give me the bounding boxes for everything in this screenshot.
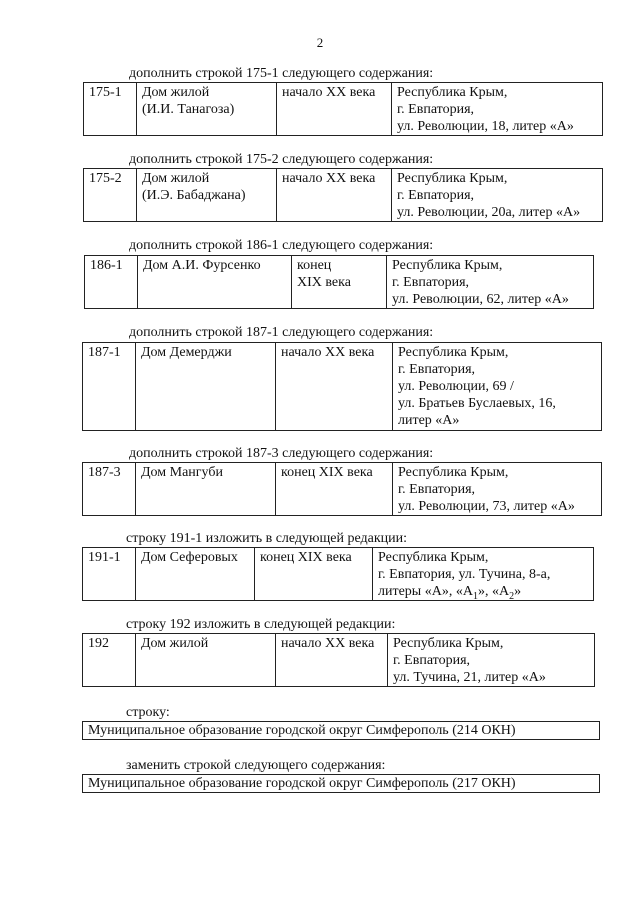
object-date: конец XIX века xyxy=(255,548,373,601)
section-intro: дополнить строкой 175-1 следующего содержания: xyxy=(129,66,434,81)
replace-label: строку: xyxy=(126,705,170,720)
object-name: Дом жилой (И.И. Танагоза) xyxy=(137,83,277,136)
object-address: Республика Крым, г. Евпатория, ул. Революции, 20а, литер «А» xyxy=(392,169,603,222)
table-row xyxy=(83,548,594,601)
registry-table xyxy=(82,462,602,516)
table-row xyxy=(83,343,602,431)
object-name: Дом Демерджи xyxy=(136,343,276,431)
row-number: 187-3 xyxy=(83,463,136,516)
object-date: начало XX века xyxy=(277,83,392,136)
table-row xyxy=(83,463,602,516)
new-entry: Муниципальное образование городской округ Симферополь (217 ОКН) xyxy=(82,774,600,793)
table-row xyxy=(84,83,603,136)
row-number: 186-1 xyxy=(85,256,138,309)
litera-line: литеры «А», «$А_1$», «$А_2$» xyxy=(378,584,522,602)
object-name: Дом жилой xyxy=(136,634,276,687)
row-number: 175-2 xyxy=(84,169,137,222)
table-row xyxy=(84,169,603,222)
object-date: конец XIX века xyxy=(292,256,387,309)
row-number: 191-1 xyxy=(83,548,136,601)
object-address: Республика Крым, г. Евпатория, ул. Революции, 18, литер «А» xyxy=(392,83,603,136)
object-name: Дом Мангуби xyxy=(136,463,276,516)
registry-table xyxy=(84,255,594,309)
object-date: конец XIX века xyxy=(276,463,393,516)
row-number: 192 xyxy=(83,634,136,687)
object-address: Республика Крым, г. Евпатория, ул. Революции, 73, литер «А» xyxy=(393,463,602,516)
registry-table xyxy=(82,547,594,601)
object-date: начало XX века xyxy=(277,169,392,222)
section-intro: дополнить строкой 187-3 следующего содержания: xyxy=(129,446,434,461)
row-number: 175-1 xyxy=(84,83,137,136)
registry-table xyxy=(83,168,603,222)
registry-table xyxy=(82,342,602,431)
table-row xyxy=(85,256,594,309)
table-row xyxy=(83,634,595,687)
object-address: Республика Крым, г. Евпатория, ул. Революции, 62, литер «А» xyxy=(387,256,594,309)
section-intro: строку 192 изложить в следующей редакции: xyxy=(126,617,396,632)
section-intro: дополнить строкой 175-2 следующего содержания: xyxy=(129,152,434,167)
object-address: Республика Крым, г. Евпатория, ул. Тучина, 21, литер «А» xyxy=(388,634,595,687)
object-name: Дом А.И. Фурсенко xyxy=(138,256,292,309)
object-date: начало XX века xyxy=(276,634,388,687)
replace-with-label: заменить строкой следующего содержания: xyxy=(126,758,386,773)
row-number: 187-1 xyxy=(83,343,136,431)
section-intro: дополнить строкой 186-1 следующего содержания: xyxy=(129,238,434,253)
old-entry: Муниципальное образование городской округ Симферополь (214 ОКН) xyxy=(82,721,600,740)
registry-table xyxy=(83,82,603,136)
object-name: Дом жилой (И.Э. Бабаджана) xyxy=(137,169,277,222)
object-name: Дом Сеферовых xyxy=(136,548,255,601)
object-date: начало XX века xyxy=(276,343,393,431)
page-number: 2 xyxy=(316,35,324,50)
object-address: Республика Крым, г. Евпатория, ул. Тучина, 8-а, литеры «А», «$А_1$», «$А_2$» xyxy=(373,548,594,601)
section-intro: дополнить строкой 187-1 следующего содержания: xyxy=(129,325,434,340)
registry-table xyxy=(82,633,595,687)
object-address: Республика Крым, г. Евпатория, ул. Революции, 69 / ул. Братьев Буслаевых, 16, литер «А» xyxy=(393,343,602,431)
section-intro: строку 191-1 изложить в следующей редакции: xyxy=(126,531,408,546)
